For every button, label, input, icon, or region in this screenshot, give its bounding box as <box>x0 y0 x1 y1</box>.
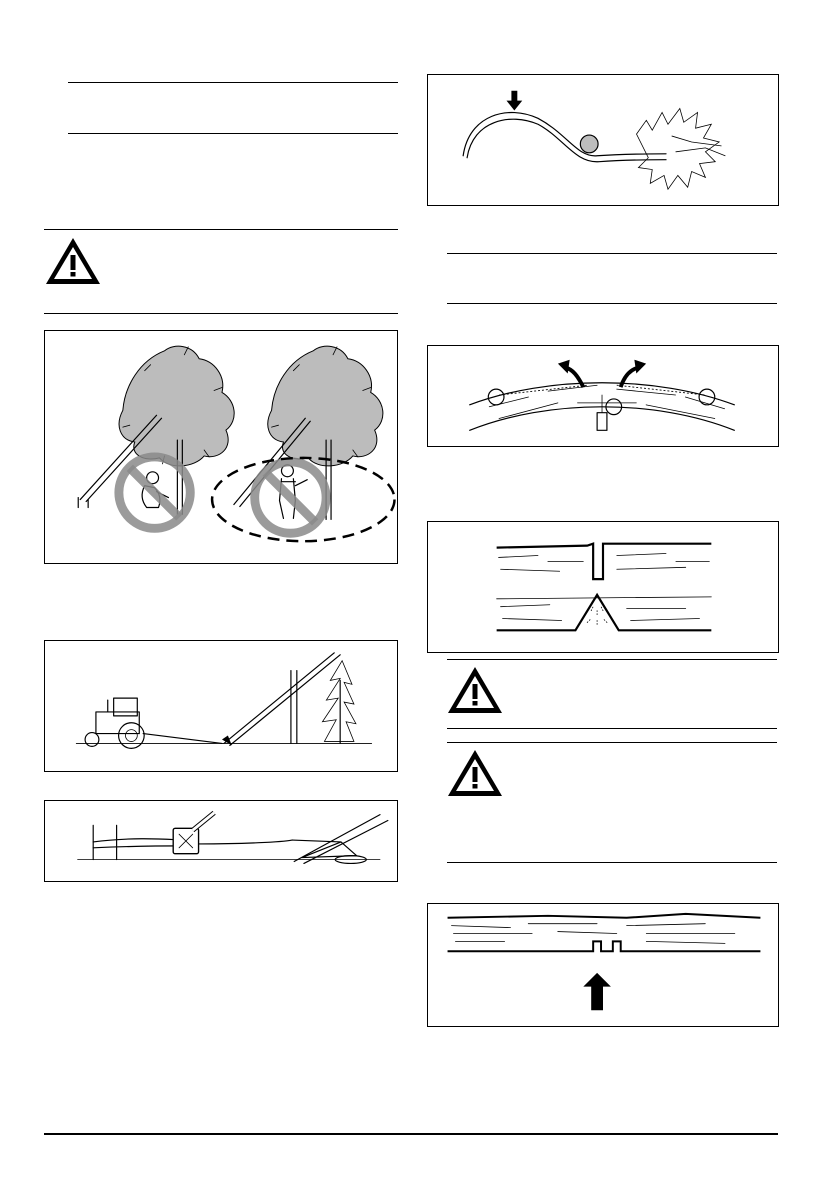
warning-icon <box>446 665 504 715</box>
arrow-up-icon <box>583 973 611 1010</box>
winch-icon <box>173 813 214 854</box>
warning-bottom-rule <box>447 862 777 863</box>
separator-rule <box>68 133 398 134</box>
figure-notch-cuts <box>427 521 779 653</box>
warning-bottom-rule <box>447 728 777 729</box>
warning-icon <box>446 748 504 798</box>
separator-rule <box>447 303 777 304</box>
figure-underside-cuts <box>427 903 779 1027</box>
figure-winch-pull-down <box>44 800 398 882</box>
pressure-point-icon <box>580 135 598 153</box>
warning-top-rule <box>44 229 398 230</box>
figure-do-not-stand-under-hung-tree <box>44 330 398 564</box>
warning-top-rule <box>447 742 777 743</box>
footer-rule <box>44 1133 778 1135</box>
separator-rule <box>447 253 777 254</box>
warning-icon <box>44 236 102 286</box>
tractor-icon <box>85 698 144 748</box>
arrow-down-icon <box>506 91 522 111</box>
warning-bottom-rule <box>44 313 398 314</box>
separator-rule <box>68 82 398 83</box>
figure-spring-pole-pressure <box>427 74 779 206</box>
cut-marker-circle <box>488 389 504 405</box>
warning-top-rule <box>447 659 777 660</box>
figure-bent-trunk-cuts <box>427 345 779 447</box>
figure-tractor-pull-down <box>44 640 398 772</box>
